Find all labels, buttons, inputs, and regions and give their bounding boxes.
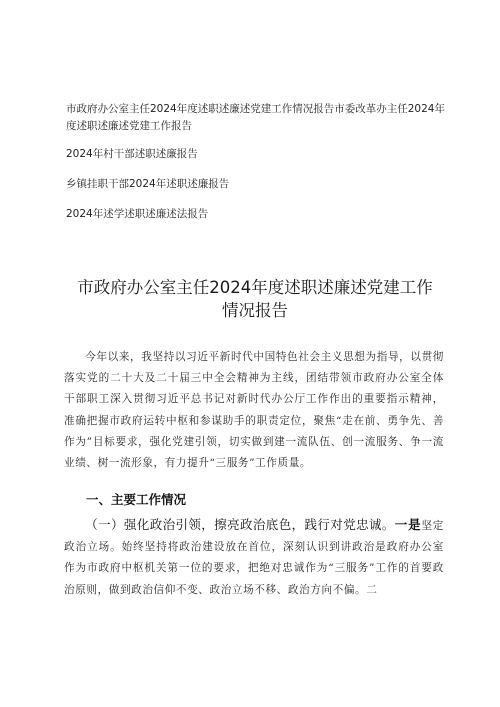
section-heading: 一、主要工作情况	[86, 492, 187, 507]
table-of-contents	[66, 101, 452, 236]
toc-item: 市政府办公室主任2024年度述职述廉述党建工作情况报告市委改革办主任2024年度述职述廉述党建工作报告	[66, 103, 445, 132]
section-paragraph	[64, 514, 444, 601]
intro-paragraph: 今年以来，我坚持以习近平新时代中国特色社会主义思想为指导，以贯彻落实党的二十大及二十届三中全会精神为主线，团结带领市政府办公室全体干部职工深入贯彻习近平总书记对新时代办公厅工作作出的重要指示精神，准确把握市政府运转中枢和参谋助手的职责定位，聚焦“走在前、勇争先、善作为”目标要求，强化党建引领，切实做到建一流队伍、创一流服务、争一流业绩、树一流形象，有力提升“三服务”工作质量。	[64, 351, 444, 470]
toc-item: 乡镇挂职干部2024年述职述廉报告	[66, 178, 230, 190]
toc-item: 2024年村干部述职述廉报告	[66, 148, 198, 160]
document-title: 市政府办公室主任2024年度述职述廉述党建工作情况报告	[77, 278, 433, 320]
point-marker: 一是	[394, 517, 422, 532]
paragraph-text: 坚定政治立场。始终坚持将政治建设放在首位，深刻认识到讲政治是政府办公室作为市政府中枢机关第一位的要求，把绝对忠诚作为“三服务”工作的首要政治原则，做到政治信仰不变、政治立场不移、政治方向不偏。二	[64, 520, 444, 596]
toc-item: 2024年述学述职述廉述法报告	[66, 208, 209, 220]
subsection-heading: （一）强化政治引领，擦亮政治底色，践行对党忠诚。	[85, 517, 395, 532]
